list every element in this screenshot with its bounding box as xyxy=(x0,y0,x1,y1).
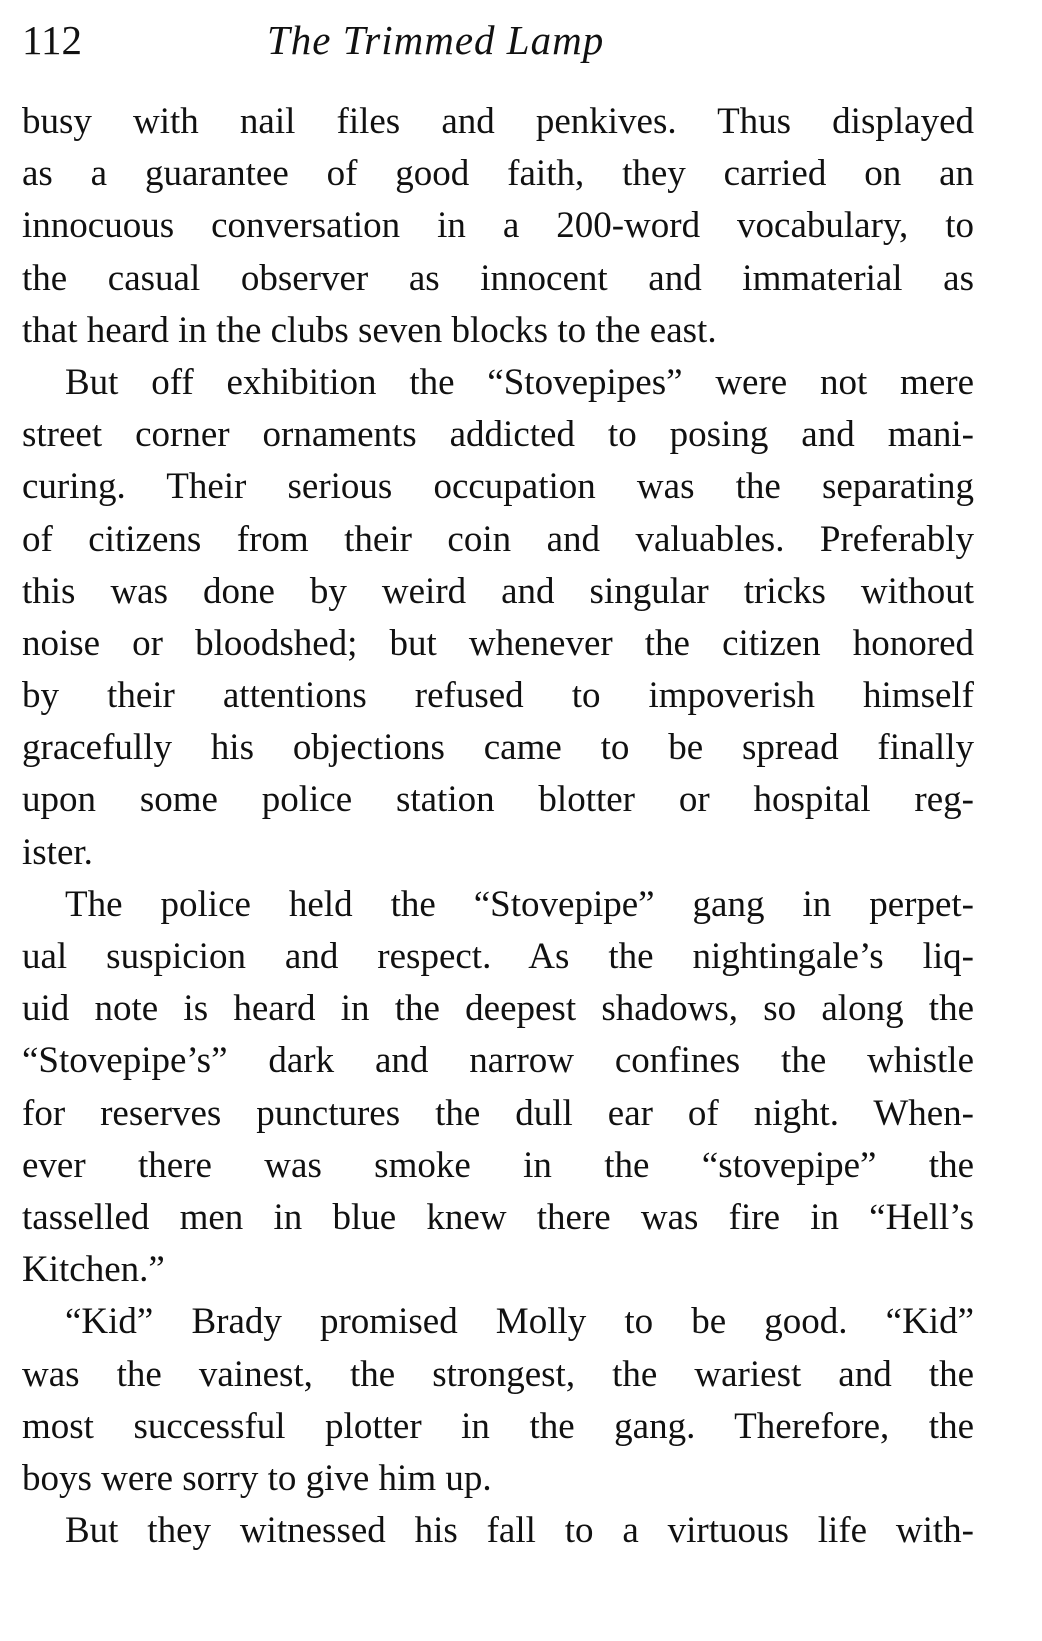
body-text xyxy=(22,96,974,1557)
text-line: that heard in the clubs seven blocks to the east. xyxy=(22,309,717,351)
text-line: But off exhibition the “Stovepipes” were not mere xyxy=(65,361,974,403)
text-line: boys were sorry to give him up. xyxy=(22,1457,492,1499)
text-line: for reserves punctures the dull ear of night. When- xyxy=(22,1092,974,1134)
text-line: innocuous conversation in a 200-word vocabulary, to xyxy=(22,205,974,247)
text-line: uid note is heard in the deepest shadows, so along the xyxy=(22,988,974,1030)
text-line: most successful plotter in the gang. Therefore, the xyxy=(22,1405,974,1447)
text-line: was the vainest, the strongest, the wariest and the xyxy=(22,1353,974,1395)
text-line: the casual observer as innocent and immaterial as xyxy=(22,257,974,299)
text-line: ever there was smoke in the “stovepipe” the xyxy=(22,1144,974,1186)
running-title: The Trimmed Lamp xyxy=(267,17,605,63)
text-line: “Kid” Brady promised Molly to be good. “Kid” xyxy=(65,1301,974,1343)
text-line: ister. xyxy=(22,831,93,873)
text-line: “Stovepipe’s” dark and narrow confines the whistle xyxy=(22,1040,974,1082)
text-line: gracefully his objections came to be spread finally xyxy=(22,727,974,769)
text-line: ual suspicion and respect. As the nightingale’s liq- xyxy=(22,936,974,977)
text-line: The police held the “Stovepipe” gang in perpet- xyxy=(65,883,974,925)
text-line: curing. Their serious occupation was the separating xyxy=(22,466,974,508)
text-line: of citizens from their coin and valuables. Preferably xyxy=(22,518,974,560)
text-line: busy with nail files and penkives. Thus displayed xyxy=(22,101,974,142)
text-line: noise or bloodshed; but whenever the citizen honored xyxy=(22,622,974,664)
page-number: 112 xyxy=(22,17,82,63)
page-header xyxy=(22,8,974,72)
text-line: by their attentions refused to impoverish himself xyxy=(22,675,974,717)
text-line: Kitchen.” xyxy=(22,1249,165,1291)
text-line: upon some police station blotter or hospital reg- xyxy=(22,779,974,821)
text-line: as a guarantee of good faith, they carried on an xyxy=(22,153,974,195)
text-line: tasselled men in blue knew there was fire in “Hell’s xyxy=(22,1196,974,1238)
text-line: But they witnessed his fall to a virtuous life with- xyxy=(65,1510,974,1552)
book-page xyxy=(22,8,974,1557)
text-line: this was done by weird and singular tricks without xyxy=(22,570,974,612)
text-line: street corner ornaments addicted to posing and mani- xyxy=(22,414,974,456)
